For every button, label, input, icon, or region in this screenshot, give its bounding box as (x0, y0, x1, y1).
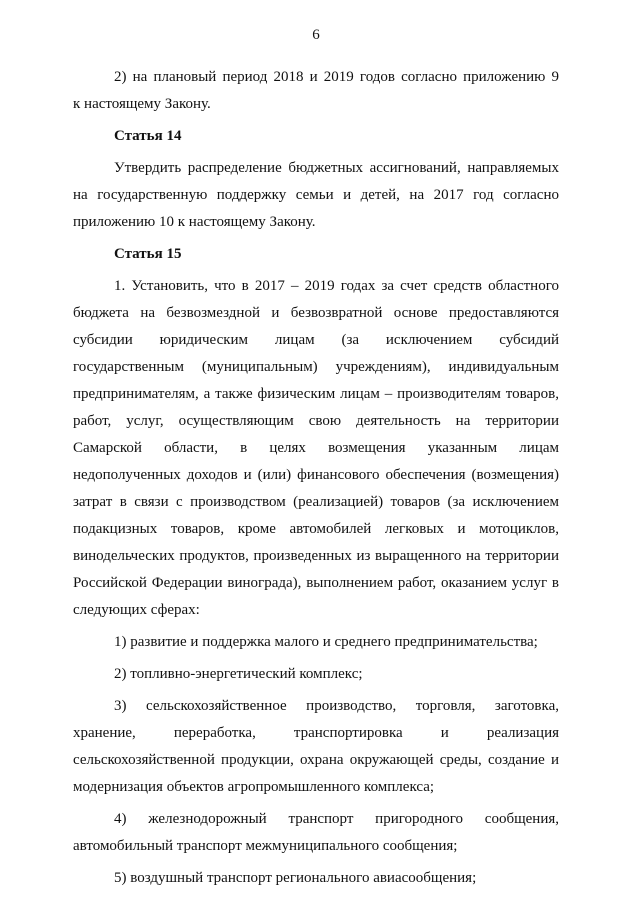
document-body (73, 64, 559, 897)
text-line: затрат в связи с производством (реализацией) товаров (за исключением (73, 494, 559, 510)
text-line: 5) воздушный транспорт регионального авиасообщения; (114, 870, 477, 886)
text-line: сельскохозяйственной продукции, охрана окружающей среды, создание и (73, 752, 559, 768)
paragraph (73, 693, 559, 801)
paragraph (73, 64, 559, 118)
article-heading: Статья 14 (114, 128, 182, 144)
text-line: 3) сельскохозяйственное производство, торговля, заготовка, (114, 698, 559, 714)
paragraph (73, 806, 559, 860)
text-line: на государственную поддержку семьи и детей, на 2017 год согласно (73, 187, 559, 203)
paragraph (73, 661, 559, 688)
text-line: 2) на плановый период 2018 и 2019 годов согласно приложению 9 (114, 69, 559, 85)
text-line: государственным (муниципальным) учреждениям), индивидуальным (73, 359, 559, 375)
text-line: приложению 10 к настоящему Закону. (73, 214, 316, 230)
text-line: следующих сферах: (73, 602, 200, 618)
text-line: работ, услуг, осуществляющим свою деятельность на территории (73, 413, 559, 429)
text-line: автомобильный транспорт межмуниципального сообщения; (73, 838, 458, 854)
text-line: Российской Федерации винограда), выполнением работ, оказанием услуг в (73, 575, 559, 591)
text-line: Самарской области, в целях возмещения указанным лицам (73, 440, 559, 456)
paragraph (73, 155, 559, 236)
text-line: 4) железнодорожный транспорт пригородного сообщения, (114, 811, 559, 827)
text-line: подакцизных товаров, кроме автомобилей легковых и мотоциклов, (73, 521, 559, 537)
text-line: бюджета на безвозмездной и безвозвратной основе предоставляются (73, 305, 559, 321)
text-line: предпринимателям, а также физическим лицам – производителям товаров, (73, 386, 559, 402)
paragraph (73, 629, 559, 656)
text-line: 1) развитие и поддержка малого и среднего предпринимательства; (114, 634, 538, 650)
text-line: недополученных доходов и (или) финансового обеспечения (возмещения) (73, 467, 559, 483)
text-line: 2) топливно-энергетический комплекс; (114, 666, 363, 682)
text-line: Утвердить распределение бюджетных ассигнований, направляемых (114, 160, 559, 176)
text-line: модернизация объектов агропромышленного комплекса; (73, 779, 435, 795)
text-line: 1. Установить, что в 2017 – 2019 годах за счет средств областного (114, 278, 559, 294)
text-line: субсидии юридическим лицам (за исключением субсидий (73, 332, 559, 348)
text-line: винодельческих продуктов, произведенных из выращенного на территории (73, 548, 559, 564)
paragraph (73, 865, 559, 892)
paragraph (73, 273, 559, 624)
page-number: 6 (312, 27, 320, 43)
text-line: к настоящему Закону. (73, 96, 211, 112)
article-heading: Статья 15 (114, 246, 182, 262)
text-line: хранение, переработка, транспортировка и реализация (73, 725, 559, 741)
